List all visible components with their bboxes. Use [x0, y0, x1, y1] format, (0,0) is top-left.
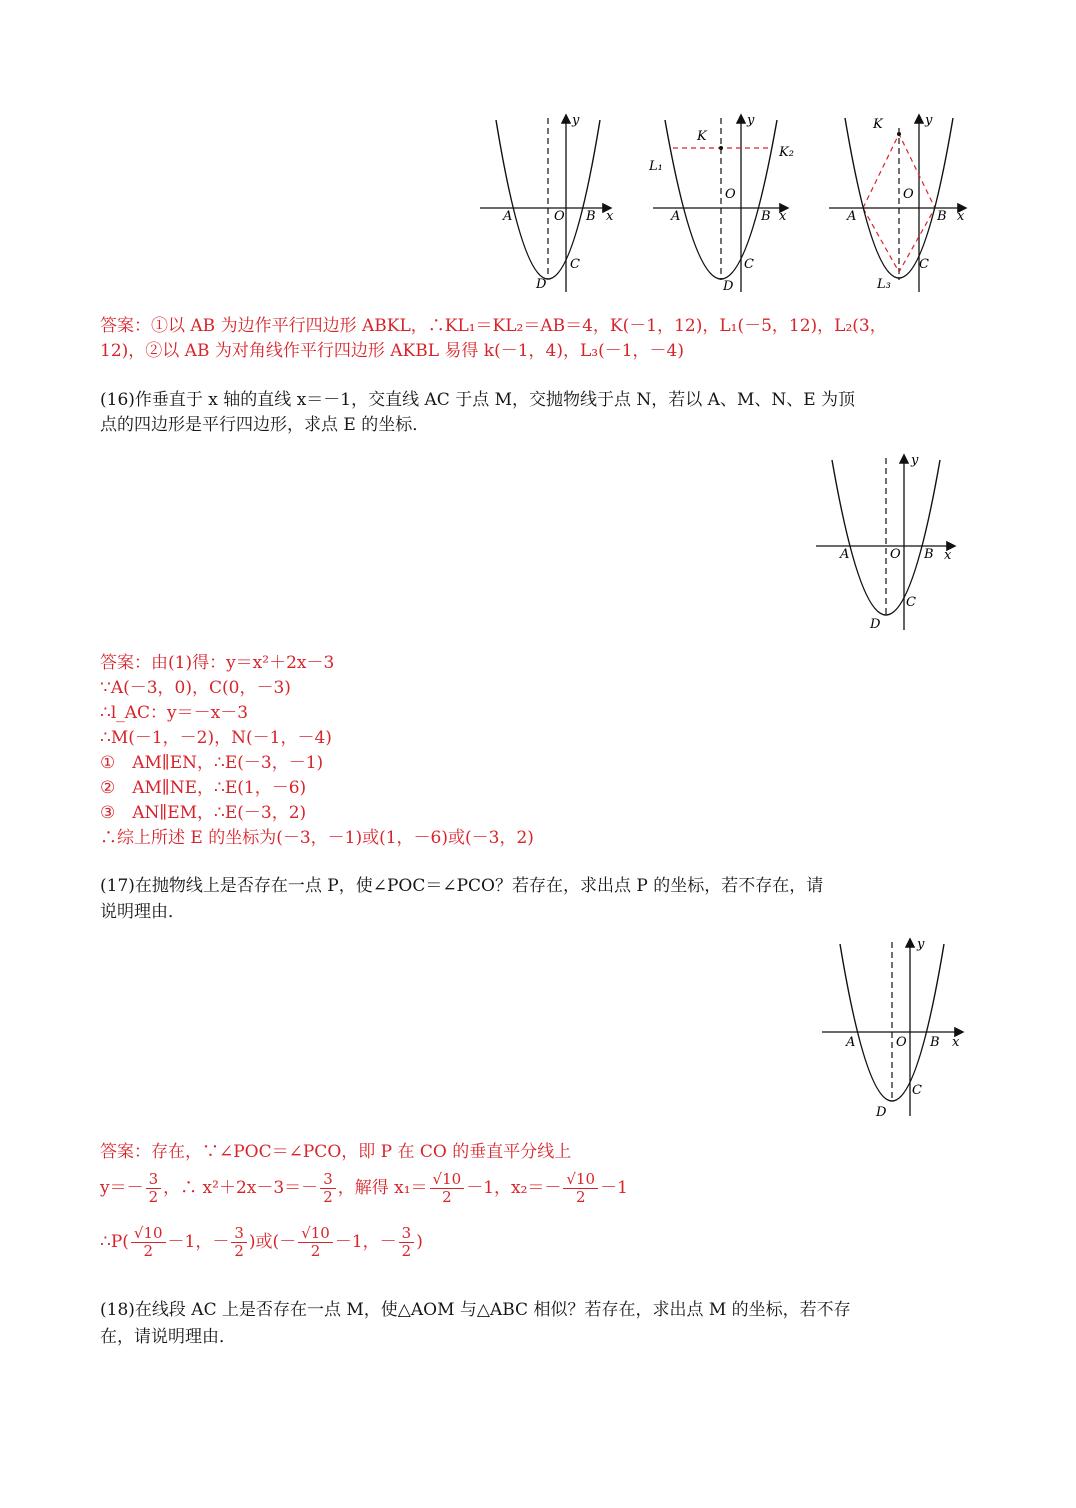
- label-c: C: [570, 257, 580, 272]
- p-prefix: ∴P(: [100, 1232, 129, 1252]
- label-x: x: [779, 209, 787, 224]
- label-c: C: [906, 595, 916, 610]
- answer-16-line-7: ③ AN∥EM，∴E(－3，2): [100, 803, 307, 823]
- p-or: )或(－: [248, 1232, 297, 1252]
- answer-16-line-6: ② AM∥NE，∴E(1，－6): [100, 778, 307, 798]
- answer-16-line-5: ① AM∥EN，∴E(－3，－1): [100, 753, 324, 773]
- question-18-line-2: 在，请说明理由．: [100, 1327, 236, 1347]
- label-k: K: [697, 129, 707, 144]
- label-x: x: [952, 1035, 960, 1050]
- label-d: D: [876, 1105, 887, 1120]
- answer-16-line-8: ∴综上所述 E 的坐标为(－3，－1)或(1，－6)或(－3，2): [100, 828, 534, 848]
- label-x: x: [944, 548, 952, 563]
- label-o: O: [890, 547, 901, 562]
- label-b: B: [586, 209, 596, 224]
- answer-15-line-2: 12)，②以 AB 为对角线作平行四边形 AKBL 易得 k(－1，4)，L₃(－1，－4): [100, 341, 685, 361]
- fraction-3-over-2-b: $\frac{3}{2}$: [320, 1171, 336, 1206]
- parabola-figure-5: [820, 936, 970, 1120]
- label-d: D: [870, 617, 881, 632]
- label-b: B: [937, 209, 947, 224]
- p-close: ): [416, 1232, 423, 1252]
- label-y: y: [572, 113, 580, 128]
- label-d: D: [723, 279, 734, 294]
- label-y: y: [917, 937, 925, 952]
- fraction-sqrt10-over-2-b: $\frac{√10}{2}$: [563, 1171, 598, 1206]
- answer-17-line-3: [100, 1222, 423, 1262]
- question-18-line-1: (18)在线段 AC 上是否存在一点 M，使△AOM 与△ABC 相似？若存在，求出点 M 的坐标，若不存: [100, 1300, 851, 1320]
- p-mid-2: －1，－: [334, 1232, 397, 1252]
- label-a: A: [671, 209, 681, 224]
- label-a: A: [846, 1035, 856, 1050]
- fraction-3-over-2: $\frac{3}{2}$: [146, 1171, 162, 1206]
- label-c: C: [919, 257, 929, 272]
- label-y: y: [911, 453, 919, 468]
- answer-17-line-1: 答案：存在，∵∠POC＝∠PCO，即 P 在 CO 的垂直平分线上: [100, 1142, 572, 1162]
- parabola-figure-1: [478, 108, 618, 298]
- label-k2: K₂: [779, 145, 794, 160]
- fraction-sqrt10-over-2-d: $\frac{√10}{2}$: [298, 1225, 333, 1260]
- label-k: K: [873, 117, 883, 132]
- label-o: O: [903, 187, 914, 202]
- y-equals: y＝－: [100, 1178, 144, 1198]
- fraction-3-over-2-d: $\frac{3}{2}$: [399, 1225, 415, 1260]
- answer-16-line-4: ∴M(－1，－2)，N(－1，－4): [100, 728, 332, 748]
- parabola-figure-4: [814, 452, 964, 634]
- solve-text: ，解得 x₁＝: [337, 1178, 428, 1198]
- label-y: y: [925, 113, 933, 128]
- label-a: A: [847, 209, 857, 224]
- answer-15-line-1: 答案：①以 AB 为边作平行四边形 ABKL，∴KL₁＝KL₂＝AB＝4，K(－1，12)，L₁(－5，12)，L₂(3，: [100, 316, 887, 336]
- label-a: A: [503, 209, 513, 224]
- x2-text: －1，x₂＝－: [466, 1178, 562, 1198]
- minus-one-end: －1: [600, 1178, 628, 1198]
- label-b: B: [761, 209, 771, 224]
- label-b: B: [930, 1035, 940, 1050]
- parabola-figure-2: [645, 108, 810, 298]
- question-17-line-2: 说明理由．: [100, 902, 185, 922]
- label-c: C: [912, 1083, 922, 1098]
- answer-16-line-1: 答案：由(1)得：y＝x²＋2x－3: [100, 653, 335, 673]
- fraction-3-over-2-c: $\frac{3}{2}$: [231, 1225, 247, 1260]
- label-x: x: [606, 209, 614, 224]
- label-d: D: [536, 277, 547, 292]
- equation-text: ，∴ x²＋2x－3＝－: [163, 1178, 319, 1198]
- answer-16-line-2: ∵A(－3，0)，C(0，－3): [100, 678, 291, 698]
- label-x: x: [957, 209, 965, 224]
- label-o: O: [896, 1035, 907, 1050]
- answer-17-line-2: [100, 1168, 628, 1208]
- label-l1: L₁: [649, 159, 663, 174]
- fraction-sqrt10-over-2: $\frac{√10}{2}$: [430, 1171, 465, 1206]
- parabola-figure-3: [825, 108, 975, 298]
- question-17-line-1: (17)在抛物线上是否存在一点 P，使∠POC＝∠PCO？若存在，求出点 P 的坐标，若不存在，请: [100, 876, 824, 896]
- label-l3: L₃: [877, 277, 891, 292]
- label-b: B: [924, 547, 934, 562]
- label-o: O: [725, 187, 736, 202]
- question-16-line-2: 点的四边形是平行四边形，求点 E 的坐标．: [100, 415, 430, 435]
- label-o: O: [554, 209, 565, 224]
- p-mid-1: －1，－: [167, 1232, 230, 1252]
- question-16-line-1: (16)作垂直于 x 轴的直线 x＝－1，交直线 AC 于点 M，交抛物线于点 N，若以 A、M、N、E 为顶: [100, 390, 856, 410]
- fraction-sqrt10-over-2-c: $\frac{√10}{2}$: [131, 1225, 166, 1260]
- answer-16-line-3: ∴l_AC：y＝－x－3: [100, 703, 249, 723]
- label-y: y: [747, 113, 755, 128]
- label-c: C: [744, 257, 754, 272]
- label-a: A: [840, 547, 850, 562]
